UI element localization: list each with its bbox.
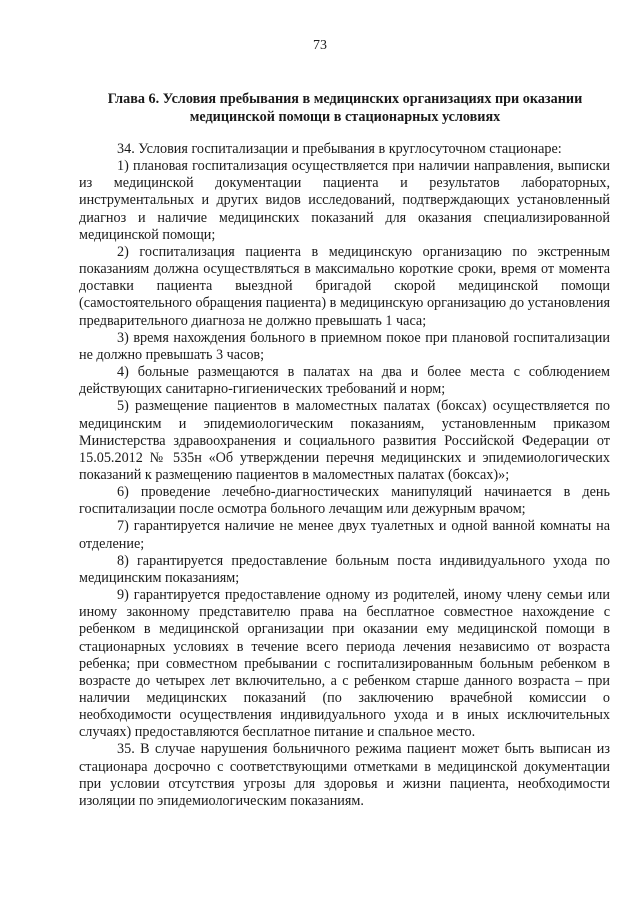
paragraph-item-4: 4) больные размещаются в палатах на два и более места с соблюдением действующих санитарно-гигиенических требований и норм; xyxy=(79,364,610,398)
paragraph-item-8: 8) гарантируется предоставление больным поста индивидуального ухода по медицинским показаниям; xyxy=(79,552,610,586)
paragraph-35: 35. В случае нарушения больничного режима пациент может быть выписан из стационара досрочно с соответствующими отметками в медицинской документации при условии отсутствия угрозы для здоровья и жизни пациента, необходимости изоляции по эпидемиологическим показаниям. xyxy=(79,741,610,809)
page-number: 73 xyxy=(313,38,327,53)
paragraph-item-3: 3) время нахождения больного в приемном покое при плановой госпитализации не должно превышать 3 часов; xyxy=(79,329,610,363)
paragraph-item-9: 9) гарантируется предоставление одному из родителей, иному члену семьи или иному законному представителю права на бесплатное совместное нахождение с ребенком в медицинской организации при оказании ему медицинской помощи в стационарных условиях в течение всего периода лечения независимо от возраста ребенка; при совместном пребывании с госпитализированным больным ребенком в возрасте до четырех лет включительно, а с ребенком старше данного возраста – при наличии медицинских показаний (по заключению врачебной комиссии о необходимости осуществления индивидуального ухода и в иных исключительных случаях) предоставляются бесплатное питание и спальное место. xyxy=(79,587,610,741)
paragraph-item-2: 2) госпитализация пациента в медицинскую организацию по экстренным показаниям должна осуществляться в максимально короткие сроки, время от момента доставки пациента выездной бригадой скорой медицинской помощи (самостоятельного обращения пациента) в медицинскую организацию до установления предварительного диагноза не должно превышать 1 часа; xyxy=(79,243,610,329)
paragraph-item-6: 6) проведение лечебно-диагностических манипуляций начинается в день госпитализации после осмотра больного лечащим или дежурным врачом; xyxy=(79,484,610,518)
chapter-title: Глава 6. Условия пребывания в медицинских организациях при оказании медицинской помощи в стационарных условиях xyxy=(107,91,583,125)
paragraph-item-1: 1) плановая госпитализация осуществляется при наличии направления, выписки из медицинской документации пациента и результатов лабораторных, инструментальных и других видов исследований, подтверждающих установленный диагноз и наличие медицинских показаний для оказания специализированной медицинской помощи; xyxy=(79,158,610,243)
document-body xyxy=(79,141,610,810)
paragraph-34-intro: 34. Условия госпитализации и пребывания в круглосуточном стационаре: xyxy=(117,141,562,157)
paragraph-item-7: 7) гарантируется наличие не менее двух туалетных и одной ванной комнаты на отделение; xyxy=(79,518,610,552)
paragraph-item-5: 5) размещение пациентов в маломестных палатах (боксах) осуществляется по медицинским и эпидемиологическим показаниям, установленным приказом Министерства здравоохранения и социального развития Российской Федерации от 15.05.2012 № 535н «Об утверждении перечня медицинских и эпидемиологических показаний к размещению пациентов в маломестных палатах (боксах)»; xyxy=(79,398,610,483)
